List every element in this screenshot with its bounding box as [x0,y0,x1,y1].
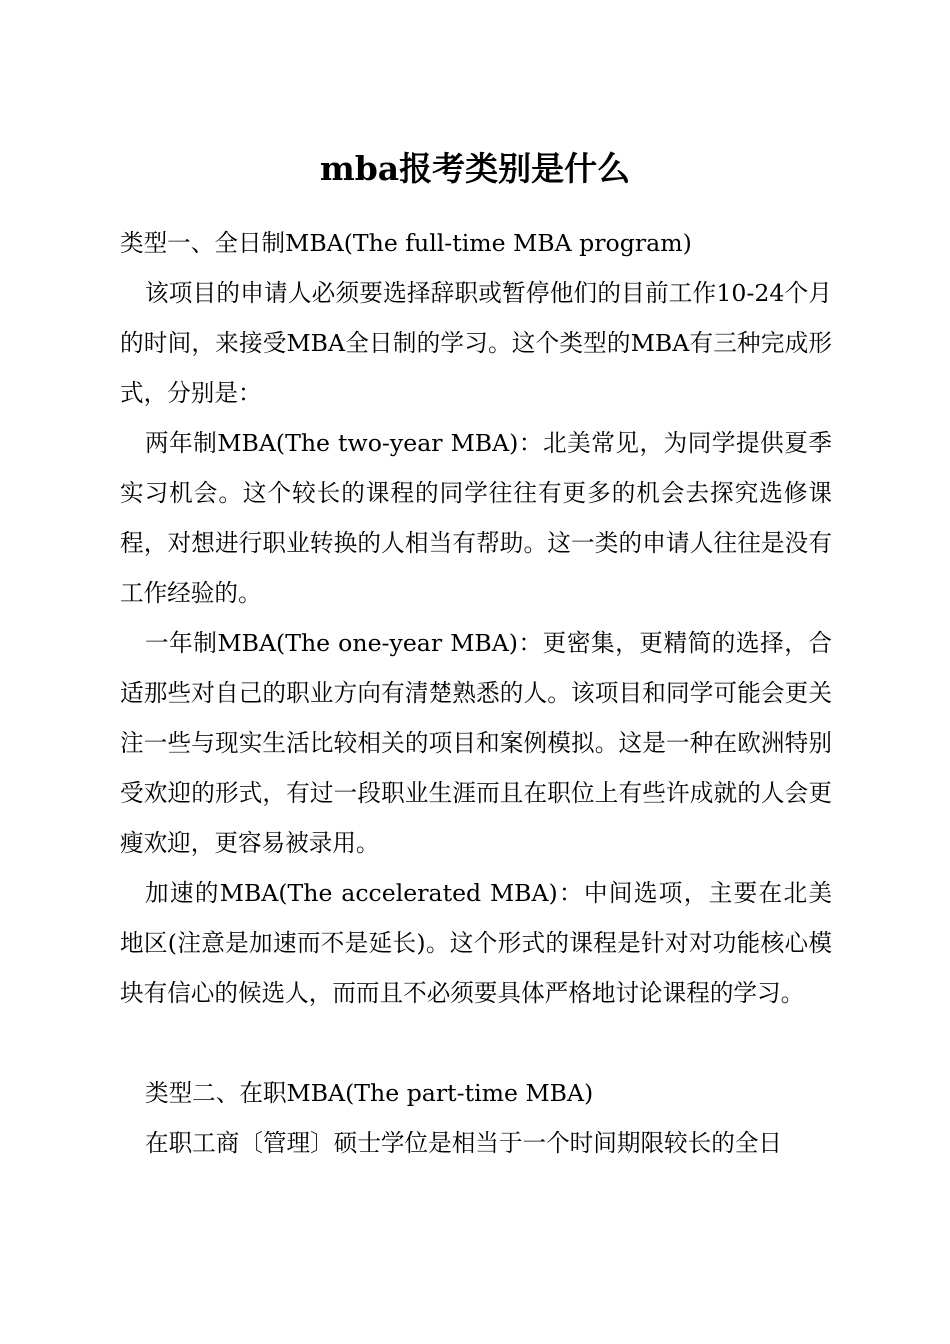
section-heading-full-time: 类型一、全日制MBA(The full-time MBA program) [120,229,692,257]
paragraph-one-year: 一年制MBA(The one-year MBA)：更密集，更精简的选择，合适那些对自己的职业方向有清楚熟悉的人。该项目和同学可能会更关注一些与现实生活比较相关的项目和案例模拟。这是一种在欧洲特别受欢迎的形式，有过一段职业生涯而且在职位上有些许成就的人会更瘦欢迎，更容易被录用。 [120,629,832,857]
section-heading-part-time: 类型二、在职MBA(The part-time MBA) [145,1079,594,1107]
document-title: mba报考类别是什么 [319,149,631,188]
document-body [120,218,832,1168]
paragraph-two-year: 两年制MBA(The two-year MBA)：北美常见，为同学提供夏季实习机会。这个较长的课程的同学往往有更多的机会去探究选修课程，对想进行职业转换的人相当有帮助。这一类的申请人往往是没有工作经验的。 [120,429,832,607]
paragraph-part-time-intro: 在职工商〔管理〕硕士学位是相当于一个时间期限较长的全日 [145,1129,783,1157]
paragraph-full-time-intro: 该项目的申请人必须要选择辞职或暂停他们的目前工作10-24个月的时间，来接受MBA全日制的学习。这个类型的MBA有三种完成形式，分别是： [120,279,832,407]
paragraph-accelerated: 加速的MBA(The accelerated MBA)：中间选项，主要在北美地区(注意是加速而不是延长)。这个形式的课程是针对对功能核心模块有信心的候选人，而而且不必须要具体严格地讨论课程的学习。 [120,879,832,1007]
spacer [120,1018,832,1068]
